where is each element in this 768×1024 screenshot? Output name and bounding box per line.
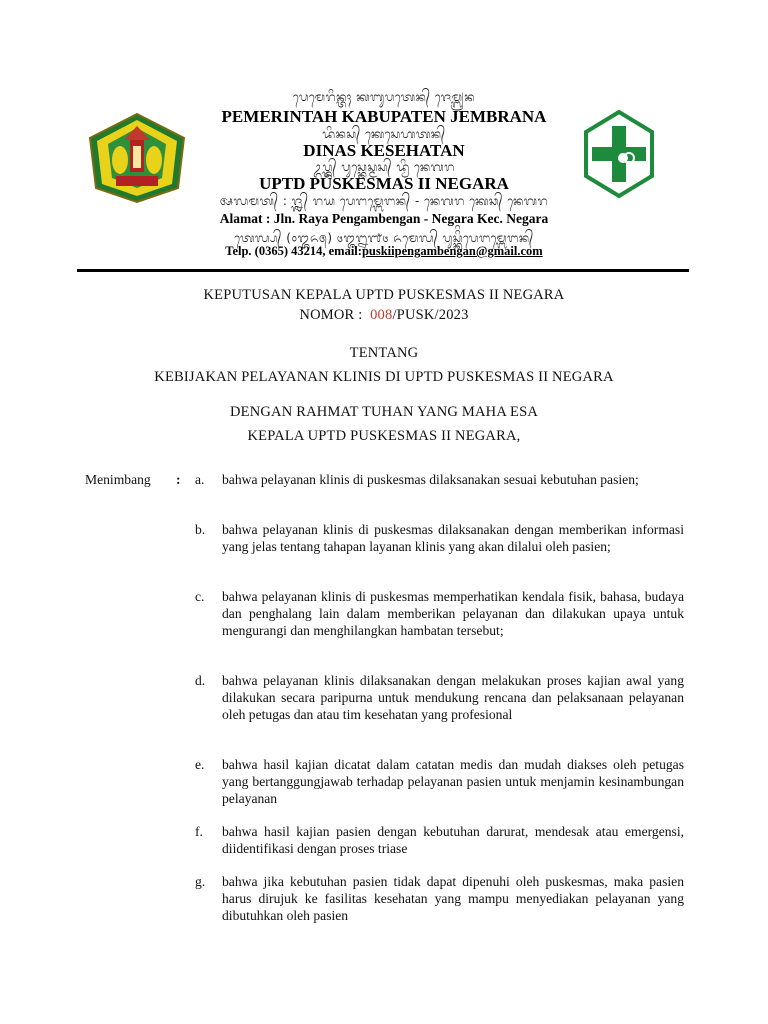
item-text: bahwa pelayanan klinis di puskesmas memperhatikan kendala fisik, bahasa, budaya dan penghalang lain dalam memberikan pelayanan dan dilakukan upaya untuk mengurangi dan menghilangkan hambatan tersebut; [222, 589, 684, 638]
item-letter: g. [195, 874, 206, 889]
number-prefix: NOMOR : [299, 307, 371, 323]
decree-subject: KEBIJAKAN PELAYANAN KLINIS DI UPTD PUSKESMAS II NEGARA [154, 369, 614, 385]
item-letter: b. [195, 522, 206, 537]
email-link[interactable]: puskiipengambengan@gmail.com [361, 244, 543, 258]
decree-number [0, 307, 768, 324]
decree-blessing: DENGAN RAHMAT TUHAN YANG MAHA ESA [229, 404, 539, 420]
item-letter: e. [195, 757, 205, 772]
item-text: bahwa hasil kajian dicatat dalam catatan medis dan mudah diakses oleh petugas yang bertanggungjawab terhadap pelayanan pasien untuk menjamin kesinambungan pelayanan [222, 757, 684, 806]
decree-title: KEPUTUSAN KEPALA UPTD PUSKESMAS II NEGARA [203, 287, 565, 303]
letterhead-divider [77, 269, 689, 272]
item-letter: a. [195, 472, 205, 487]
item-text: bahwa pelayanan klinis dilaksanakan dengan melakukan proses kajian awal yang dilakukan secara paripurna untuk mendukung rencana dan pelaksanaan pelayanan oleh petugas dan atau tim kesehatan yang profesional [222, 673, 684, 722]
item-text: bahwa hasil kajian pasien dengan kebutuhan darurat, mendesak atau emergensi, diidentifikasi dengan proses triase [222, 824, 684, 856]
item-text: bahwa pelayanan klinis di puskesmas dilaksanakan dengan memberikan informasi yang jelas tentang tahapan layanan klinis yang akan dilalui oleh pasien; [222, 522, 684, 554]
item-text: bahwa jika kebutuhan pasien tidak dapat dipenuhi oleh puskesmas, maka pasien harus dirujuk ke fasilitas kesehatan yang mampu menyediakan pelayanan yang dibutuhkan oleh pasien [222, 874, 684, 923]
balinese-script-dept: ᬤᬶᬦᬲ᭄ ᬓᬾᬲᬾᬳᬢᬦ᭄ [322, 127, 446, 141]
government-name: PEMERINTAH KABUPATEN JEMBRANA [221, 107, 547, 126]
item-letter: f. [195, 824, 203, 839]
item-text: bahwa pelayanan klinis di puskesmas dilaksanakan sesuai kebutuhan pasien; [222, 472, 639, 487]
decree-head: KEPALA UPTD PUSKESMAS II NEGARA, [247, 428, 521, 444]
considering-label: Menimbang [85, 472, 151, 487]
balinese-script-contact: ᬢᬾᬮ᭄ᬧ᭄ (᭐᭓᭖᭕) ᭔᭓᭒᭑᭔ ᬏᬫᬾᬮ᭄ ᬧᬸᬲ᭄ᬓᬶᬶᬧᬾᬗᬫ᭄ᬩᬾᬗᬦ᭄ [234, 231, 534, 245]
contact-line [0, 244, 768, 259]
decree-about: TENTANG [349, 345, 419, 361]
department-name: DINAS KESEHATAN [303, 141, 465, 160]
phone-text: Telp. (0365) 43214, email: [225, 244, 362, 258]
item-letter: d. [195, 673, 206, 688]
balinese-script-unit: ᬉᬧ᭄ᬢ᭄ᬤ᭄ ᬧᬸᬲ᭄ᬓᬾᬲ᭄ᬫᬲ᭄ ᬤ᭄ᬯᬶ ᬦᬾᬕᬭ [313, 160, 455, 174]
unit-name: UPTD PUSKESMAS II NEGARA [259, 174, 509, 193]
number-highlight: 008 [370, 307, 393, 323]
number-suffix: /PUSK/2023 [392, 307, 469, 323]
considering-colon: : [176, 472, 181, 487]
balinese-script-address: ᬅᬮᬫᬢ᭄ : ᬚ᭄ᬮ᭄ᬦ᭄ ᬭᬬ ᬧᬾᬗᬫ᭄ᬩᬾᬗᬦ᭄ - ᬦᬾᬕᬭ ᬓᬾᬘ᭄ ᬦᬾᬕᬭ [219, 194, 549, 208]
balinese-script-gov: ᬧᬾᬫᬾᬭᬶᬦ᭄ᬢᬄ ᬓᬩᬸᬧᬢᬾᬦ᭄ ᬚᬾᬫ᭄ᬩ᭄ᬭᬦ [293, 90, 475, 104]
item-letter: c. [195, 589, 205, 604]
address-line: Alamat : Jln. Raya Pengambengan - Negara Kec. Negara [219, 211, 549, 226]
